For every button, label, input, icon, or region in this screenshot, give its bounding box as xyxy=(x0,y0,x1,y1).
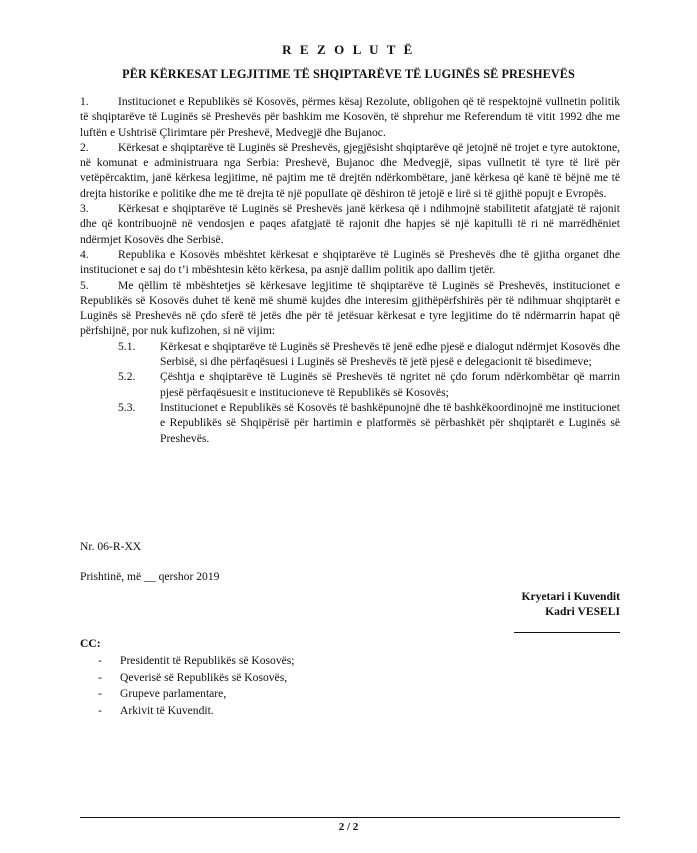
cc-item xyxy=(98,703,295,720)
document-title: R E Z O L U T Ë xyxy=(282,42,415,57)
signatory-title: Kryetari i Kuvendit xyxy=(521,590,620,603)
cc-label: CC: xyxy=(80,637,101,650)
sub-item-5-1 xyxy=(80,339,620,370)
footer-divider xyxy=(80,817,620,818)
sub-item-5-2 xyxy=(80,369,620,400)
paragraph-3 xyxy=(80,201,620,247)
paragraph-number: 4. xyxy=(80,247,89,261)
sub-item-5-3 xyxy=(80,400,620,446)
signature-block xyxy=(470,589,620,620)
sub-item-list xyxy=(80,339,620,446)
list-dash: - xyxy=(98,703,102,717)
cc-item-text: Grupeve parlamentare, xyxy=(120,687,227,701)
list-dash: - xyxy=(98,670,102,684)
cc-item-text: Qeverisë së Republikës së Kosovës, xyxy=(120,670,288,684)
signature-line xyxy=(514,632,620,633)
signatory-name: Kadri VESELI xyxy=(545,605,620,619)
cc-item-text: Presidentit të Republikës së Kosovës; xyxy=(120,654,295,667)
paragraph-text: Institucionet e Republikës së Kosovës, përmes kësaj Rezolute, obligohen që të respektojnë vullnetin politik të shqiptarëve të Luginës së Preshevës për bashkim me Kosovën, të shprehur me Referendum të vitit 1992 dhe me luftën e Ushtrisë Çlirimtare për Preshevë, Medvegjë dhe Bujanoc. xyxy=(80,95,620,139)
paragraph-1 xyxy=(80,94,620,140)
cc-item xyxy=(98,686,295,703)
page-number: 2 / 2 xyxy=(338,821,359,833)
cc-list xyxy=(98,653,295,719)
paragraph-4 xyxy=(80,247,620,278)
document-subtitle: PËR KËRKESAT LEGJITIME TË SHQIPTARËVE TË LUGINËS SË PRESHEVËS xyxy=(122,67,575,81)
list-dash: - xyxy=(98,654,102,667)
paragraph-text: Kërkesat e shqiptarëve të Luginës së Preshevës janë kërkesa që i ndihmojnë stabilitetit afatgjatë të rajonit dhe që kontribuojnë në vendosjen e paqes afatgjatë të rajonit dhe hapjes së një kapitulli të ri në marrëdhëniet ndërmjet Kosovës dhe Serbisë. xyxy=(80,202,620,246)
sub-item-text: Çështja e shqiptarëve të Luginës së Preshevës të ngritet në çdo forum ndërkombëtar që marrin pjesë përfaqësuesit e institucioneve të Republikës së Kosovës; xyxy=(160,370,620,399)
paragraph-number: 5. xyxy=(80,278,89,292)
cc-item xyxy=(98,653,295,670)
place-and-date: Prishtinë, më __ qershor 2019 xyxy=(80,570,220,583)
sub-item-number: 5.1. xyxy=(118,339,136,353)
paragraph-text: Me qëllim të mbështetjes së kërkesave legjitime të shqiptarëve të Luginës së Preshevës, institucionet e Republikës së Kosovës duhet të kenë më shumë kujdes dhe interesim gjithëpërfshirës për të ndihmuar shqiptarët e Luginës së Preshevës në çdo sferë të jetës dhe për të jetësuar kërkesat e tyre legjitime do të ndërmarrin hapat që përfshijnë, por nuk kufizohen, si në vijim: xyxy=(80,278,620,338)
sub-item-number: 5.2. xyxy=(118,370,136,384)
cc-item-text: Arkivit të Kuvendit. xyxy=(120,703,214,717)
resolution-body xyxy=(80,94,620,446)
paragraph-5 xyxy=(80,278,620,339)
sub-item-text: Institucionet e Republikës së Kosovës të bashkëpunojnë dhe të bashkëkoordinojnë me institucionet e Republikës së Shqipërisë për hartimin e platformës së përbashkët për shqiptarët e Luginës së Preshevës. xyxy=(160,400,620,445)
paragraph-text: Republika e Kosovës mbështet kërkesat e shqiptarëve të Luginës së Preshevës dhe të gjitha organet dhe institucionet e saj do t’i mbështesin këto kërkesa, pa asnjë dallim politik apo dallim tjetër. xyxy=(80,247,620,277)
paragraph-number: 2. xyxy=(80,140,89,154)
sub-item-text: Kërkesat e shqiptarëve të Luginës së Preshevës të jenë edhe pjesë e dialogut ndërmjet Kosovës dhe Serbisë, si dhe përfaqësuesi i Luginës së Preshevës të jetë pjesë e delegacionit të bisedimeve; xyxy=(160,339,620,369)
cc-item xyxy=(98,670,295,687)
document-number: Nr. 06-R-XX xyxy=(80,540,142,553)
paragraph-text: Kërkesat e shqiptarëve të Luginës së Preshevës, gjegjësisht shqiptarëve që jetojnë në trojet e tyre autoktone, në komunat e administruara nga Serbia: Preshevë, Bujanoc dhe Medvegjë, sipas vullnetit të tyre të lirë për vetëpërcaktim, janë kërkesa legjitime, në pajtim me të drejtën ndërkombëtare, janë kërkesa që kanë të bëjnë me të drejta historike e politike dhe me të drejta të një popullate që dëshiron të jetojë e lirë si të gjithë popujt e Evropës. xyxy=(80,140,620,200)
paragraph-number: 1. xyxy=(80,95,89,108)
sub-item-number: 5.3. xyxy=(118,400,136,414)
paragraph-number: 3. xyxy=(80,202,89,216)
paragraph-2 xyxy=(80,140,620,201)
list-dash: - xyxy=(98,687,102,701)
